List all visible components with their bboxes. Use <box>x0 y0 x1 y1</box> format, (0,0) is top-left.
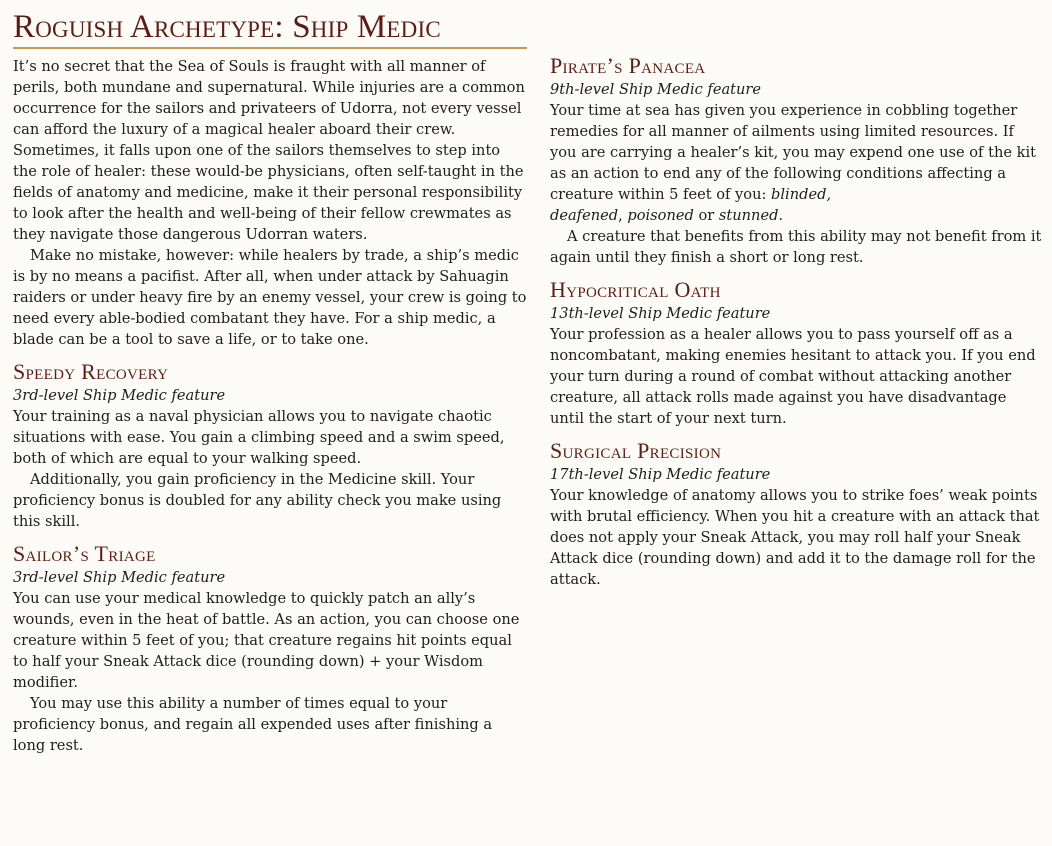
section-paragraph: Additionally, you gain proficiency in the Medicine skill. Your proficiency bonus is doubled for any ability check you make using this skill. <box>13 471 502 530</box>
section-paragraph: You can use your medical knowledge to quickly patch an ally’s wounds, even in the heat of battle. As an action, you can choose one creature within 5 feet of you; that creature regains hit points equal to half your Sneak Attack dice (rounding down) + your Wisdom modifier. <box>13 590 520 691</box>
section-speedy-recovery <box>13 359 527 532</box>
section-paragraph: Your knowledge of anatomy allows you to strike foes’ weak points with brutal efficiency. When you hit a creature with an attack that does not apply your Sneak Attack, you may roll half your Sneak Attack dice (rounding down) and add it to the damage roll for the attack. <box>550 487 1040 588</box>
feature-level: 3rd-level Ship Medic feature <box>13 569 226 586</box>
condition-deafened: deafened <box>550 207 619 224</box>
right-column <box>550 0 1042 590</box>
feature-level: 9th-level Ship Medic feature <box>550 81 762 98</box>
intro-paragraph-1: It’s no secret that the Sea of Souls is fraught with all manner of perils, both mundane and supernatural. While injuries are a common occurrence for the sailors and privateers of Udorra, not every vessel can afford the luxury of a magical healer aboard their crew. Sometimes, it falls upon one of the sailors themselves to step into the role of healer: these would-be physicians, often self-taught in the fields of anatomy and medicine, make it their personal responsibility to look after the health and well-being of their fellow crewmates as they navigate those dangerous Udorran waters. <box>13 58 525 243</box>
section-title: Speedy Recovery <box>13 359 169 384</box>
feature-level: 13th-level Ship Medic feature <box>550 305 771 322</box>
condition-stunned: stunned <box>718 207 779 224</box>
left-column <box>13 0 527 756</box>
intro-paragraph-2: Make no mistake, however: while healers by trade, a ship’s medic is by no means a pacifist. After all, when under attack by Sahuagin raiders or under heavy fire by an enemy vessel, your crew is going to need every able-bodied combatant they have. For a ship medic, a blade can be a tool to save a life, or to take one. <box>13 247 527 348</box>
section-paragraph: A creature that benefits from this ability may not benefit from it again until they finish a short or long rest. <box>550 228 1042 266</box>
feature-level: 3rd-level Ship Medic feature <box>13 387 226 404</box>
section-title: Pirate’s Panacea <box>550 53 706 78</box>
paragraph-text: Your time at sea has given you experience in cobbling together remedies for all manner of ailments using limited resources. If you are carrying a healer’s kit, you may expend one use of the kit as an action to end any of the following conditions affecting a creature within 5 feet of you: <box>550 102 1036 203</box>
section-paragraph: Your profession as a healer allows you to pass yourself off as a noncombatant, making enemies hesitant to attack you. If you end your turn during a round of combat without attacking another creature, all attack rolls made against you have disadvantage until the start of your next turn. <box>550 326 1036 427</box>
page-title: Roguish Archetype: Ship Medic <box>13 10 527 49</box>
separator-text: or <box>693 207 719 224</box>
section-paragraph: You may use this ability a number of times equal to your proficiency bonus, and regain all expended uses after finishing a long rest. <box>13 695 493 754</box>
section-title: Hypocritical Oath <box>550 277 721 302</box>
separator-text: , <box>618 207 628 224</box>
condition-blinded: blinded, <box>771 186 832 203</box>
section-hypocritical-oath <box>550 277 1042 429</box>
section-sailors-triage <box>13 541 527 756</box>
section-paragraph: Your training as a naval physician allows you to navigate chaotic situations with ease. You gain a climbing speed and a swim speed, both of which are equal to your walking speed. <box>13 408 505 467</box>
feature-level: 17th-level Ship Medic feature <box>550 466 771 483</box>
section-surgical-precision <box>550 438 1042 590</box>
separator-text: . <box>778 207 784 224</box>
section-title: Surgical Precision <box>550 438 722 463</box>
condition-poisoned: poisoned <box>627 207 694 224</box>
section-title: Sailor’s Triage <box>13 541 156 566</box>
section-pirates-panacea <box>550 53 1042 268</box>
section-paragraph <box>550 100 1042 226</box>
